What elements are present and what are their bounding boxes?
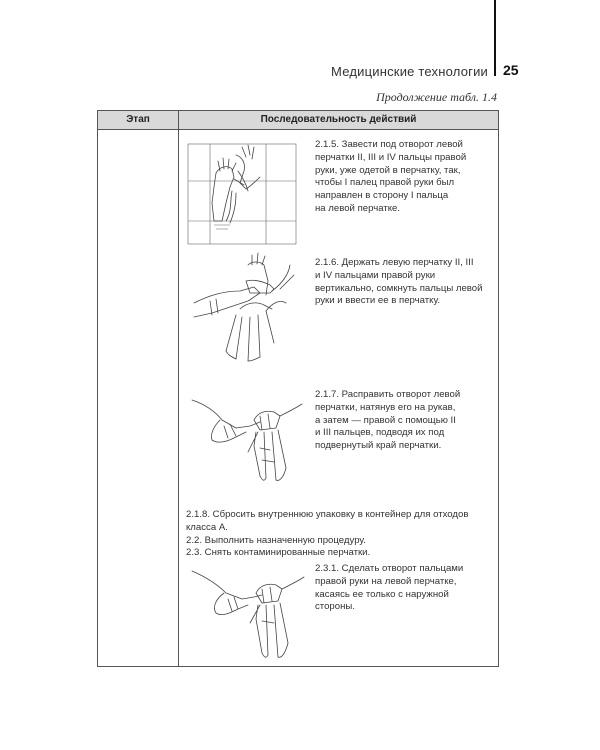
header-rule — [494, 0, 496, 76]
column-header-sequence: Последовательность действий — [260, 114, 417, 125]
gloving-hands-on-wrapper-icon — [186, 141, 298, 251]
step-2-1-5: 2.1.5. Завести под отворот левой перчатки II, III и IV пальцы правой руки, уже одетой в перчатку, так, чтобы I палец правой руки был направлен в сторону I пальца на левой перчатке. — [315, 139, 467, 214]
column-divider — [178, 111, 179, 666]
steps-2-1-8-to-2-3: 2.1.8. Сбросить внутреннюю упаковку в контейнер для отходов класса А. 2.2. Выполнить назначенную процедуру. 2.3. Снять контаминированные перчатки. — [186, 509, 469, 559]
cuff-over-sleeve-icon — [190, 386, 305, 501]
page-number: 25 — [503, 62, 519, 78]
column-header-stage: Этап — [126, 114, 150, 125]
running-title: Медицинские технологии — [331, 64, 488, 79]
procedure-table — [97, 110, 499, 667]
step-2-1-7: 2.1.7. Расправить отворот левой перчатки, натянув его на рукав, а затем — правой с помощью II и III пальцев, подводя их под подвернутый край перчатки. — [315, 389, 461, 452]
step-2-3-1: 2.3.1. Сделать отворот пальцами правой руки на левой перчатке, касаясь ее только с наружной стороны. — [315, 563, 464, 613]
table-caption: Продолжение табл. 1.4 — [376, 90, 497, 104]
step-2-1-6: 2.1.6. Держать левую перчатку II, III и IV пальцами правой руки вертикально, сомкнуть пальцы левой руки и ввести ее в перчатку. — [315, 257, 483, 307]
removing-glove-cuff-icon — [190, 561, 305, 671]
table-header — [98, 111, 498, 130]
hand-entering-glove-icon — [190, 251, 305, 368]
